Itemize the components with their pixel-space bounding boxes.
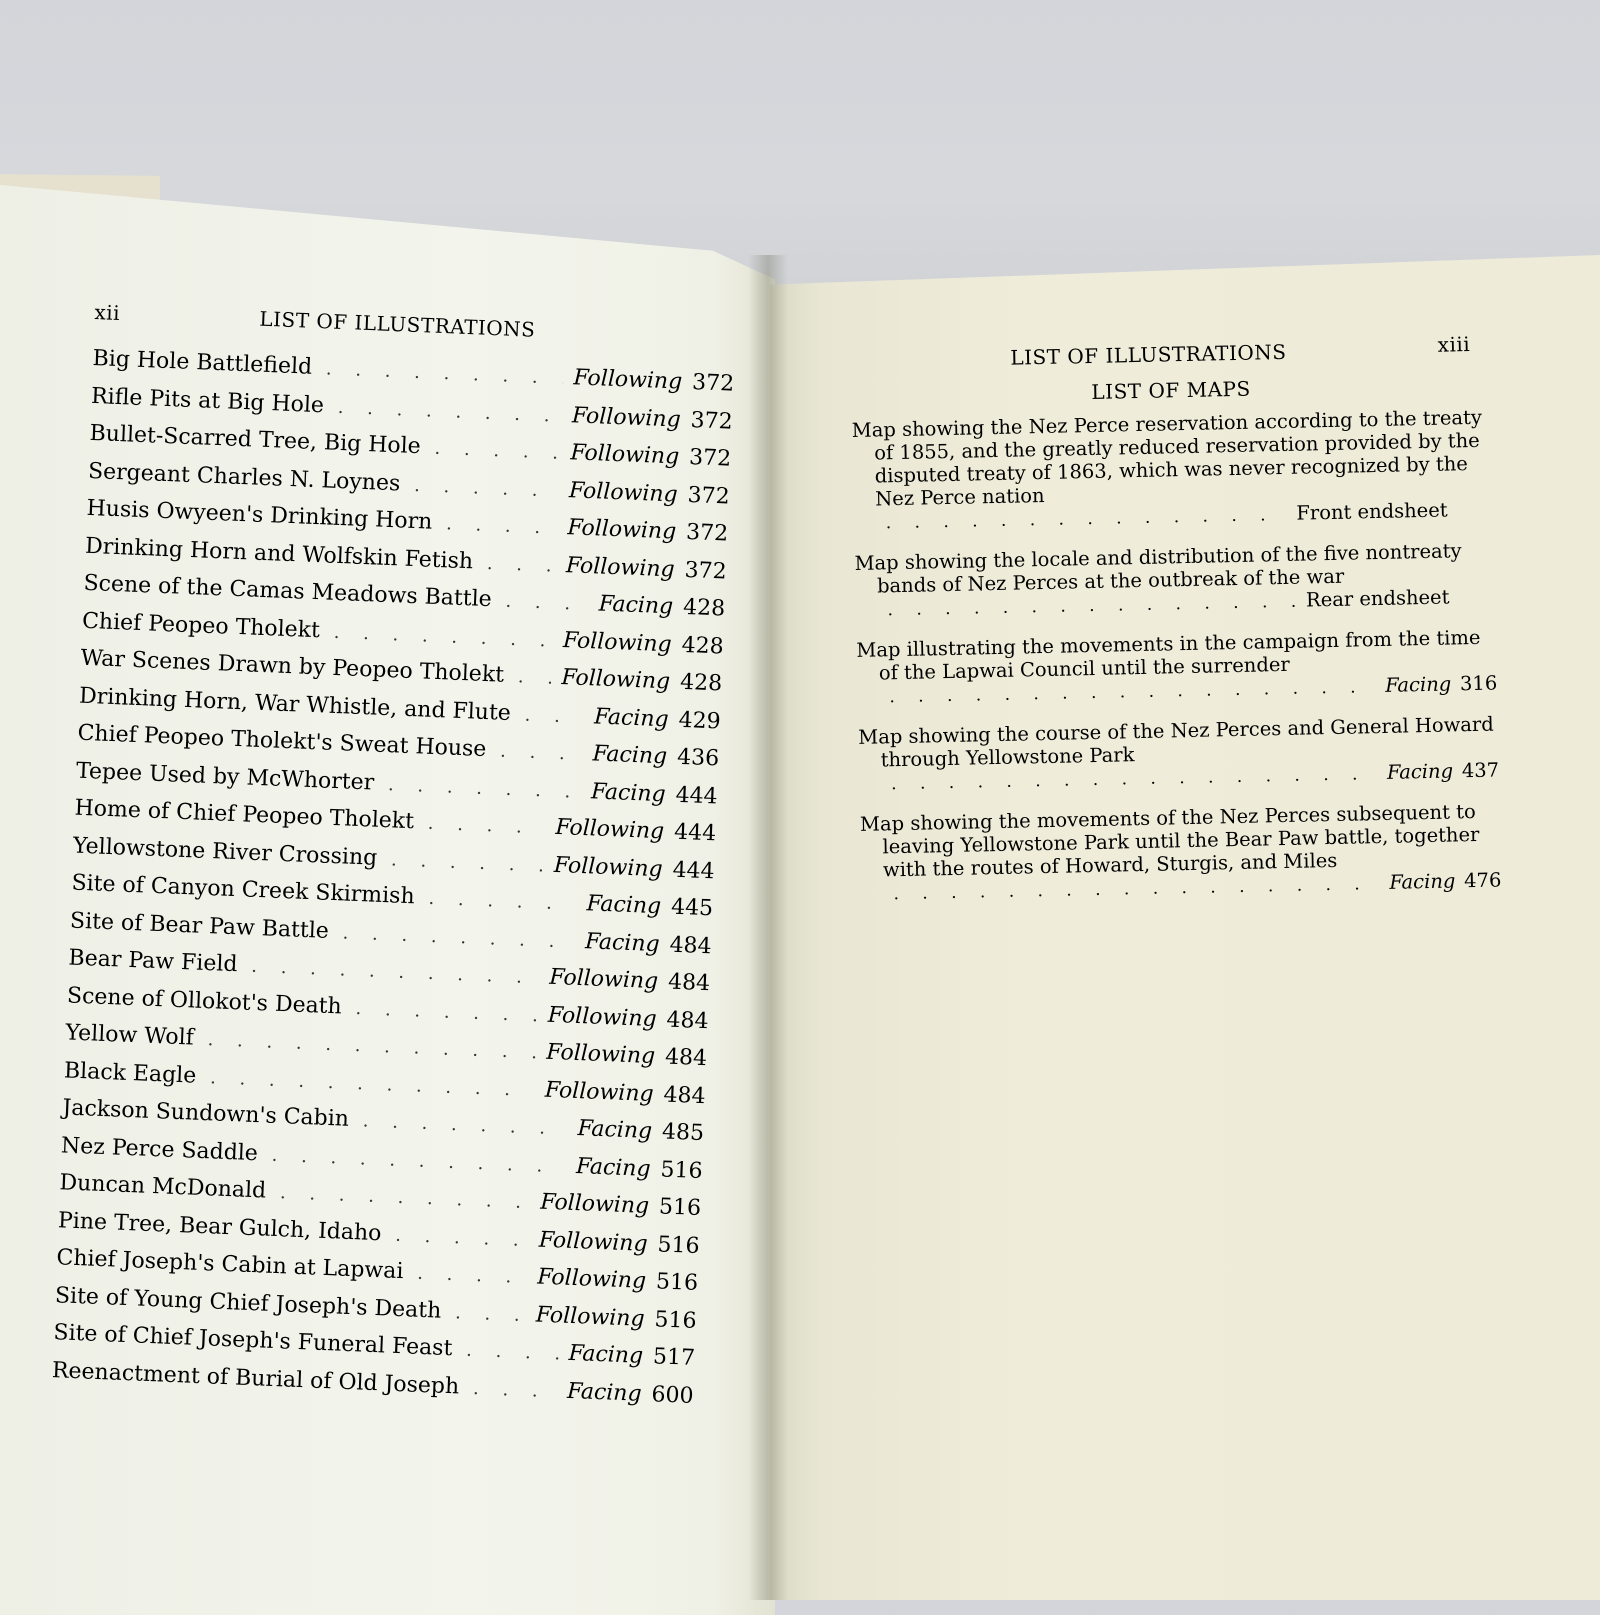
right-running-head: LIST OF ILLUSTRATIONS xyxy=(1010,339,1287,370)
illustration-page-number: 372 xyxy=(687,482,731,510)
illustration-position: Facing xyxy=(575,1153,652,1182)
illustration-title: Rifle Pits at Big Hole xyxy=(90,383,325,418)
illustration-page-number: 485 xyxy=(661,1119,705,1147)
illustration-title: Drinking Horn, War Whistle, and Flute xyxy=(78,683,512,726)
map-description: Map showing the locale and distribution of the five nontreaty bands of Nez Perces at the outbreak of the war xyxy=(854,539,1462,598)
illustration-position: Facing xyxy=(568,1340,644,1369)
illustration-title: Black Eagle xyxy=(63,1057,197,1089)
illustration-page-number: 484 xyxy=(669,932,713,959)
illustration-page-number: 428 xyxy=(682,594,726,622)
book-gutter xyxy=(748,255,788,1600)
map-entry xyxy=(852,406,1494,536)
illustration-position: Facing xyxy=(566,1378,643,1407)
illustration-title: Yellow Wolf xyxy=(65,1020,195,1051)
illustration-position: Following xyxy=(553,852,664,882)
illustration-page-number: 516 xyxy=(655,1269,699,1296)
left-folio: xii xyxy=(94,300,121,326)
map-position: Rear endsheet xyxy=(1305,585,1450,612)
illustration-page-number: 516 xyxy=(660,1156,704,1184)
leader-dots xyxy=(428,880,578,923)
illustration-page-number: 372 xyxy=(685,519,729,547)
illustration-position: Facing xyxy=(593,703,670,732)
illustration-position: Following xyxy=(568,477,679,508)
illustration-page-number: 516 xyxy=(654,1306,698,1334)
illustration-page-number: 372 xyxy=(690,407,734,435)
leader-dots xyxy=(427,805,546,847)
illustration-title: Site of Bear Paw Battle xyxy=(69,908,330,944)
map-page-number: 476 xyxy=(1463,868,1502,893)
illustration-title: Home of Chief Peopeo Tholekt xyxy=(74,795,415,835)
illustration-title: Duncan McDonald xyxy=(59,1170,267,1204)
illustration-position: Facing xyxy=(592,741,668,770)
illustration-position: Following xyxy=(571,402,682,433)
leader-dots xyxy=(395,1216,530,1259)
illustration-page-number: 372 xyxy=(684,557,728,585)
illustration-page-number: 516 xyxy=(657,1231,701,1259)
leader-dots xyxy=(454,1294,526,1334)
map-entry xyxy=(860,799,1502,906)
map-position: Facing xyxy=(1384,672,1452,697)
illustration-page-number: 484 xyxy=(663,1081,707,1109)
right-page-content xyxy=(850,332,1502,923)
illustration-position: Following xyxy=(547,1002,658,1032)
illustration-page-number: 484 xyxy=(666,1007,710,1034)
illustration-position: Following xyxy=(566,515,677,545)
illustration-title: Reenactment of Burial of Old Joseph xyxy=(51,1357,460,1399)
illustration-title: Pine Tree, Bear Gulch, Idaho xyxy=(57,1207,382,1246)
leader-dots xyxy=(472,1370,557,1411)
illustration-position: Following xyxy=(544,1077,655,1107)
illustration-page-number: 444 xyxy=(675,782,719,809)
map-entry xyxy=(858,713,1499,797)
leader-dots xyxy=(524,696,585,736)
illustration-page-number: 444 xyxy=(673,819,717,847)
map-position: Facing xyxy=(1389,869,1456,894)
left-running-head: LIST OF ILLUSTRATIONS xyxy=(258,306,536,342)
illustration-position: Following xyxy=(545,1039,656,1070)
map-position: Facing xyxy=(1386,759,1454,784)
illustration-page-number: 600 xyxy=(651,1381,695,1409)
illustration-position: Following xyxy=(554,814,665,845)
illustration-position: Following xyxy=(570,440,680,470)
map-description: Map showing the movements of the Nez Perces subsequent to leaving Yellowstone Park until the Bear Paw battle, together with the routes of Howard, Sturgis, and Miles xyxy=(859,800,1480,882)
illustration-page-number: 484 xyxy=(664,1044,708,1072)
illustration-title: Scene of Ollokot's Death xyxy=(66,982,343,1019)
leader-dots xyxy=(413,466,559,509)
illustration-page-number: 444 xyxy=(672,857,716,884)
illustration-position: Facing xyxy=(584,928,661,957)
illustration-title: Chief Joseph's Cabin at Lapwai xyxy=(56,1245,404,1285)
illustration-title: Site of Young Chief Joseph's Death xyxy=(54,1282,442,1324)
map-page-number: 437 xyxy=(1461,758,1500,783)
leader-dots xyxy=(486,544,556,584)
illustration-title: Bear Paw Field xyxy=(68,945,238,978)
illustration-page-number: 436 xyxy=(676,744,720,772)
leader-dots xyxy=(505,583,590,624)
map-entry xyxy=(854,539,1495,623)
maps-section-title: LIST OF MAPS xyxy=(1091,376,1251,404)
map-page-number xyxy=(1448,516,1494,517)
illustration-position: Following xyxy=(536,1264,647,1294)
illustration-title: Nez Perce Saddle xyxy=(60,1132,259,1166)
illustration-title: Bullet-Scarred Tree, Big Hole xyxy=(89,420,422,460)
illustration-page-number: 372 xyxy=(691,370,735,397)
illustration-page-number: 428 xyxy=(679,669,723,697)
illustration-title: Yellowstone River Crossing xyxy=(72,833,378,871)
illustration-title: Sergeant Charles N. Loynes xyxy=(87,458,401,496)
illustration-title: Site of Canyon Creek Skirmish xyxy=(71,870,416,910)
illustration-title: Tepee Used by McWhorter xyxy=(75,758,375,796)
map-description: Map illustrating the movements in the campaign from the time of the Lapwai Council until the surrender xyxy=(856,625,1481,685)
map-description: Map showing the course of the Nez Perces and General Howard through Yellowstone Park xyxy=(857,712,1494,772)
illustration-page-number: 516 xyxy=(658,1194,702,1222)
illustration-title: Site of Chief Joseph's Funeral Feast xyxy=(53,1320,453,1362)
illustration-position: Following xyxy=(535,1302,646,1332)
illustration-title: Chief Peopeo Tholekt xyxy=(81,608,321,643)
illustration-position: Following xyxy=(539,1189,650,1219)
illustration-position: Facing xyxy=(577,1116,653,1145)
left-page-content xyxy=(51,300,734,1415)
illustrations-list xyxy=(51,340,733,1415)
right-folio: xiii xyxy=(1437,332,1471,357)
illustration-position: Facing xyxy=(586,891,662,920)
illustration-page-number: 484 xyxy=(667,969,711,997)
illustration-page-number: 445 xyxy=(670,894,714,922)
illustration-position: Following xyxy=(573,365,683,395)
leader-dots xyxy=(465,1332,559,1373)
illustration-page-number: 429 xyxy=(678,707,722,734)
illustration-position: Following xyxy=(538,1227,649,1257)
illustration-page-number: 428 xyxy=(681,632,725,659)
illustration-title: Drinking Horn and Wolfskin Fetish xyxy=(84,533,474,574)
illustration-position: Following xyxy=(565,552,676,582)
illustration-title: Jackson Sundown's Cabin xyxy=(62,1095,350,1132)
illustration-position: Following xyxy=(562,627,673,657)
map-entry xyxy=(856,626,1497,710)
leader-dots xyxy=(445,505,558,547)
illustration-title: War Scenes Drawn by Peopeo Tholekt xyxy=(80,645,505,688)
illustration-position: Following xyxy=(548,964,659,995)
illustration-page-number: 372 xyxy=(688,444,732,472)
illustration-title: Scene of the Camas Meadows Battle xyxy=(83,570,493,613)
leader-dots xyxy=(517,658,552,697)
maps-list xyxy=(852,406,1502,907)
leader-dots xyxy=(417,1255,529,1297)
illustration-position: Facing xyxy=(590,778,667,807)
map-page-number: 316 xyxy=(1459,671,1498,696)
illustration-title: Chief Peopeo Tholekt's Sweat House xyxy=(77,720,487,763)
leader-dots xyxy=(500,733,584,774)
leader-dots xyxy=(434,430,561,473)
leader-dots xyxy=(387,766,582,811)
illustration-position: Following xyxy=(560,665,671,695)
map-position: Front endsheet xyxy=(1296,498,1448,525)
map-page-number xyxy=(1450,603,1496,604)
illustration-page-number: 517 xyxy=(652,1344,696,1371)
illustration-position: Facing xyxy=(598,591,674,620)
illustration-title: Husis Owyeen's Drinking Horn xyxy=(86,495,433,535)
map-description: Map showing the Nez Perce reservation according to the treaty of 1855, and the greatly reduced reservation provided by the disputed treaty of 1863, which was never recognized by the Nez Perce nation xyxy=(851,405,1483,511)
illustration-title: Big Hole Battlefield xyxy=(92,345,313,380)
